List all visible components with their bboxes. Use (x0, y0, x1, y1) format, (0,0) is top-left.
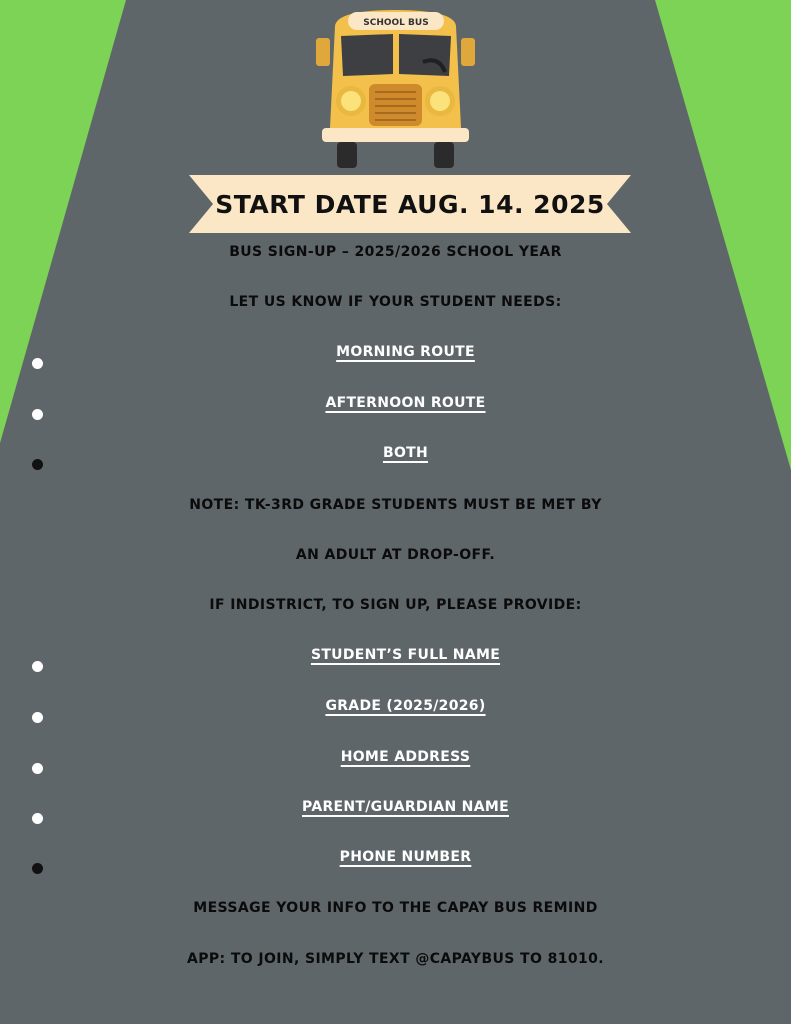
bullet-icon (32, 661, 43, 672)
provide-item-label: PARENT/GUARDIAN NAME (302, 799, 509, 815)
list-item (0, 698, 791, 738)
list-item (0, 647, 791, 687)
list-item (0, 395, 791, 435)
list-item (0, 799, 791, 839)
need-item-label: MORNING ROUTE (336, 344, 475, 360)
bullet-icon (32, 459, 43, 470)
bus-sign-label: SCHOOL BUS (363, 18, 429, 28)
list-item (0, 749, 791, 789)
footer-line-1: MESSAGE YOUR INFO TO THE CAPAY BUS REMIND (193, 900, 598, 916)
provide-item-label: HOME ADDRESS (340, 749, 471, 765)
provide-item-label: STUDENT’S FULL NAME (310, 647, 501, 663)
page-title: BUS SIGN-UP – 2025/2026 SCHOOL YEAR (229, 244, 562, 260)
need-item-label: AFTERNOON ROUTE (325, 395, 486, 411)
list-item (0, 344, 791, 384)
needs-intro: LET US KNOW IF YOUR STUDENT NEEDS: (229, 294, 562, 310)
list-item (0, 849, 791, 889)
bullet-icon (32, 863, 43, 874)
bullet-icon (32, 358, 43, 369)
bullet-icon (32, 813, 43, 824)
provide-item-label: GRADE (2025/2026) (325, 698, 486, 714)
bullet-icon (32, 712, 43, 723)
signup-intro: IF INDISTRICT, TO SIGN UP, PLEASE PROVIDE: (209, 597, 582, 613)
provide-item-label: PHONE NUMBER (339, 849, 472, 865)
note-line-1: NOTE: TK-3RD GRADE STUDENTS MUST BE MET BY (189, 497, 602, 513)
school-bus-icon (313, 6, 478, 170)
start-date-text: START DATE AUG. 14. 2025 (215, 189, 605, 219)
footer-line-2: APP: TO JOIN, SIMPLY TEXT @CAPAYBUS TO 81010. (186, 951, 604, 967)
list-item (0, 445, 791, 485)
note-line-2: AN ADULT AT DROP-OFF. (295, 547, 496, 563)
bullet-icon (32, 763, 43, 774)
bullet-icon (32, 409, 43, 420)
need-item-label: BOTH (382, 445, 429, 461)
